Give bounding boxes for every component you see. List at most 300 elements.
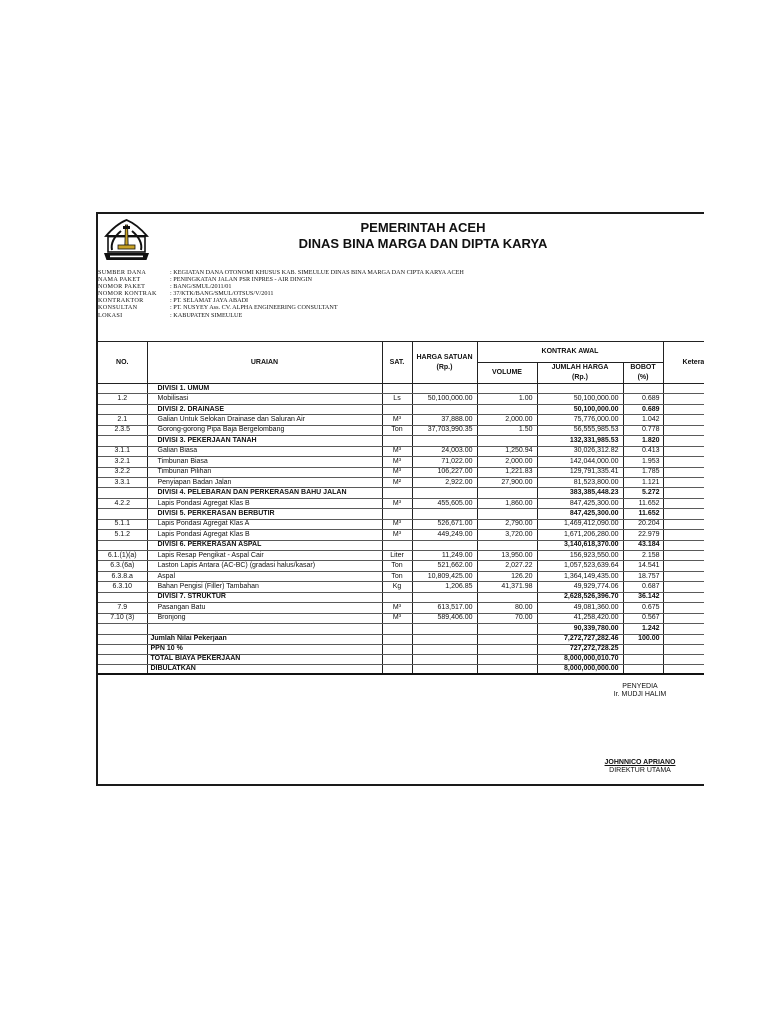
total-price: 41,258,420.00 bbox=[537, 613, 623, 623]
item-unit: M³ bbox=[382, 446, 412, 456]
item-volume: 27,900.00 bbox=[477, 477, 537, 487]
table-row bbox=[98, 457, 704, 467]
item-number bbox=[98, 540, 147, 550]
item-description: Mobilisasi bbox=[147, 394, 382, 404]
item-number: 3.2.2 bbox=[98, 467, 147, 477]
item-description: Aspal bbox=[147, 571, 382, 581]
unit-price bbox=[412, 488, 477, 498]
item-remarks bbox=[663, 613, 704, 623]
item-weight: 20.204 bbox=[623, 519, 663, 529]
table-row bbox=[98, 519, 704, 529]
item-description bbox=[147, 624, 382, 634]
item-remarks bbox=[663, 436, 704, 446]
item-number bbox=[98, 384, 147, 394]
item-weight: 2.158 bbox=[623, 551, 663, 561]
summary-total: 7,272,727,282.46 bbox=[537, 634, 623, 644]
item-unit: Kg bbox=[382, 582, 412, 592]
info-row bbox=[98, 283, 698, 290]
table-row bbox=[98, 603, 704, 613]
unit-price bbox=[412, 436, 477, 446]
division-row bbox=[98, 404, 704, 414]
item-description: Lapis Resap Pengikat - Aspal Cair bbox=[147, 551, 382, 561]
info-label: LOKASI bbox=[98, 311, 123, 319]
total-price: 1,057,523,639.64 bbox=[537, 561, 623, 571]
total-price: 1,671,206,280.00 bbox=[537, 530, 623, 540]
division-row bbox=[98, 592, 704, 602]
item-number: 5.1.1 bbox=[98, 519, 147, 529]
item-volume: 1.00 bbox=[477, 394, 537, 404]
item-unit bbox=[382, 384, 412, 394]
unit-price: 37,888.00 bbox=[412, 415, 477, 425]
total-price: 2,628,526,396.70 bbox=[537, 592, 623, 602]
item-volume bbox=[477, 540, 537, 550]
summary-unit-cell bbox=[382, 664, 412, 674]
item-description: Bahan Pengisi (Filler) Tambahan bbox=[147, 582, 382, 592]
item-description: Pasangan Batu bbox=[147, 603, 382, 613]
item-weight: 14.541 bbox=[623, 561, 663, 571]
item-description: Galian Biasa bbox=[147, 446, 382, 456]
item-remarks bbox=[663, 551, 704, 561]
summary-volume-cell bbox=[477, 664, 537, 674]
unit-price: 613,517.00 bbox=[412, 603, 477, 613]
table-row bbox=[98, 498, 704, 508]
item-weight bbox=[623, 384, 663, 394]
header-kontrak-awal bbox=[477, 342, 663, 363]
table-row bbox=[98, 613, 704, 623]
header-jumlah-harga bbox=[537, 363, 623, 384]
division-row bbox=[98, 488, 704, 498]
item-remarks bbox=[663, 603, 704, 613]
header-volume-label: VOLUME bbox=[492, 369, 522, 376]
item-remarks bbox=[663, 384, 704, 394]
item-unit: Ton bbox=[382, 571, 412, 581]
item-weight: 11.652 bbox=[623, 509, 663, 519]
item-remarks bbox=[663, 530, 704, 540]
item-volume: 1,860.00 bbox=[477, 498, 537, 508]
signature-representative: Ir. MUDJI HALIM bbox=[613, 691, 667, 698]
item-remarks bbox=[663, 488, 704, 498]
total-price: 129,791,335.41 bbox=[537, 467, 623, 477]
item-number: 6.3.(6a) bbox=[98, 561, 147, 571]
item-unit: M³ bbox=[382, 457, 412, 467]
info-value: : BANG/SMUL/2011/01 bbox=[170, 283, 232, 291]
item-description: Gorong-gorong Pipa Baja Bergelombang bbox=[147, 425, 382, 435]
item-number: 6.1.(1)(a) bbox=[98, 551, 147, 561]
item-remarks bbox=[663, 404, 704, 414]
item-remarks bbox=[663, 498, 704, 508]
title-government: PEMERINTAH ACEH bbox=[360, 220, 486, 235]
item-weight: 0.675 bbox=[623, 603, 663, 613]
item-weight: 1.953 bbox=[623, 457, 663, 467]
summary-price-cell bbox=[412, 634, 477, 644]
item-volume: 1,250.94 bbox=[477, 446, 537, 456]
info-row bbox=[98, 312, 698, 319]
summary-row bbox=[98, 664, 704, 674]
item-unit: M³ bbox=[382, 519, 412, 529]
item-weight: 1.820 bbox=[623, 436, 663, 446]
emblem-book bbox=[118, 245, 135, 249]
summary-row bbox=[98, 654, 704, 664]
item-number: 3.1.1 bbox=[98, 446, 147, 456]
item-weight: 0.689 bbox=[623, 394, 663, 404]
item-unit bbox=[382, 404, 412, 414]
total-price: 3,140,618,370.00 bbox=[537, 540, 623, 550]
item-remarks bbox=[663, 467, 704, 477]
item-unit bbox=[382, 540, 412, 550]
total-price: 56,555,985.53 bbox=[537, 425, 623, 435]
info-value: : KABUPATEN SIMEULUE bbox=[170, 311, 243, 319]
item-number bbox=[98, 592, 147, 602]
summary-row bbox=[98, 644, 704, 654]
summary-total: 8,000,000,000.00 bbox=[537, 664, 623, 674]
item-volume bbox=[477, 436, 537, 446]
summary-weight bbox=[623, 644, 663, 654]
summary-label: TOTAL BIAYA PEKERJAAN bbox=[147, 654, 382, 664]
info-value: : KEGIATAN DANA OTONOMI KHUSUS KAB. SIMEULUE DINAS BINA MARGA DAN CIPTA KARYA ACEH bbox=[170, 269, 464, 276]
table-body bbox=[98, 384, 704, 675]
division-row bbox=[98, 384, 704, 394]
header-row-top bbox=[98, 342, 704, 363]
total-price: 49,081,360.00 bbox=[537, 603, 623, 613]
total-price: 50,100,000.00 bbox=[537, 404, 623, 414]
document-page bbox=[96, 212, 704, 786]
cost-breakdown-table bbox=[98, 341, 704, 675]
header-bobot-label: BOBOT bbox=[630, 364, 656, 371]
project-info-block bbox=[98, 269, 698, 319]
table-row bbox=[98, 394, 704, 404]
division-row bbox=[98, 436, 704, 446]
item-weight: 0.413 bbox=[623, 446, 663, 456]
item-unit bbox=[382, 592, 412, 602]
table-row bbox=[98, 415, 704, 425]
summary-number-cell bbox=[98, 654, 147, 664]
header-kontrak-awal-label: KONTRAK AWAL bbox=[541, 348, 599, 355]
table-header bbox=[98, 342, 704, 384]
item-remarks bbox=[663, 519, 704, 529]
item-unit: M³ bbox=[382, 613, 412, 623]
item-description: Lapis Pondasi Agregat Klas B bbox=[147, 498, 382, 508]
item-volume: 1,221.83 bbox=[477, 467, 537, 477]
table-row bbox=[98, 467, 704, 477]
summary-total: 8,000,000,010.70 bbox=[537, 654, 623, 664]
info-label: NOMOR PAKET bbox=[98, 283, 146, 291]
info-row bbox=[98, 276, 698, 283]
item-description: DIVISI 6. PERKERASAN ASPAL bbox=[147, 540, 382, 550]
item-remarks bbox=[663, 415, 704, 425]
item-remarks bbox=[663, 540, 704, 550]
header-keterangan bbox=[663, 342, 704, 384]
item-unit: Ls bbox=[382, 394, 412, 404]
summary-volume-cell bbox=[477, 654, 537, 664]
item-remarks bbox=[663, 561, 704, 571]
item-unit: M³ bbox=[382, 498, 412, 508]
item-description: DIVISI 1. UMUM bbox=[147, 384, 382, 394]
item-volume: 80.00 bbox=[477, 603, 537, 613]
item-volume: 1.50 bbox=[477, 425, 537, 435]
item-volume: 126.20 bbox=[477, 571, 537, 581]
info-value: : 37/KTK/BANG/SMUL/OTSUS/V/2011 bbox=[170, 290, 274, 298]
unit-price bbox=[412, 509, 477, 519]
item-description: Laston Lapis Antara (AC-BC) (gradasi halus/kasar) bbox=[147, 561, 382, 571]
header-no bbox=[98, 342, 147, 384]
item-weight: 1.785 bbox=[623, 467, 663, 477]
summary-number-cell bbox=[98, 634, 147, 644]
signatory-name: JOHNNICO APRIANO bbox=[604, 759, 676, 766]
info-value: : PENINGKATAN JALAN PSR INPRES - AIR DINGIN bbox=[170, 276, 312, 284]
total-price: 847,425,300.00 bbox=[537, 498, 623, 508]
item-weight: 0.689 bbox=[623, 404, 663, 414]
item-volume bbox=[477, 509, 537, 519]
aceh-emblem-logo bbox=[103, 218, 150, 262]
item-unit bbox=[382, 509, 412, 519]
item-number bbox=[98, 624, 147, 634]
item-remarks bbox=[663, 446, 704, 456]
item-number bbox=[98, 436, 147, 446]
unit-price: 449,249.00 bbox=[412, 530, 477, 540]
subtotal-row bbox=[98, 624, 704, 634]
table-row bbox=[98, 582, 704, 592]
item-remarks bbox=[663, 592, 704, 602]
summary-price-cell bbox=[412, 644, 477, 654]
header-harga-satuan bbox=[412, 342, 477, 384]
unit-price: 1,206.85 bbox=[412, 582, 477, 592]
item-description: DIVISI 4. PELEBARAN DAN PERKERASAN BAHU JALAN bbox=[147, 488, 382, 498]
item-remarks bbox=[663, 571, 704, 581]
unit-price: 455,605.00 bbox=[412, 498, 477, 508]
summary-row bbox=[98, 634, 704, 644]
summary-total: 727,272,728.25 bbox=[537, 644, 623, 654]
item-volume: 13,950.00 bbox=[477, 551, 537, 561]
info-label: KONSULTAN bbox=[98, 304, 138, 312]
unit-price: 589,406.00 bbox=[412, 613, 477, 623]
item-volume bbox=[477, 384, 537, 394]
summary-remarks bbox=[663, 654, 704, 664]
item-weight: 22.979 bbox=[623, 530, 663, 540]
summary-price-cell bbox=[412, 654, 477, 664]
item-unit: M³ bbox=[382, 415, 412, 425]
item-number bbox=[98, 404, 147, 414]
item-number: 3.3.1 bbox=[98, 477, 147, 487]
header-sat bbox=[382, 342, 412, 384]
total-price: 847,425,300.00 bbox=[537, 509, 623, 519]
item-number bbox=[98, 488, 147, 498]
header-sat-label: SAT. bbox=[389, 358, 405, 366]
header-volume bbox=[477, 363, 537, 384]
unit-price bbox=[412, 384, 477, 394]
item-volume: 2,790.00 bbox=[477, 519, 537, 529]
item-unit: M³ bbox=[382, 467, 412, 477]
item-remarks bbox=[663, 624, 704, 634]
header-uraian-label: URAIAN bbox=[250, 358, 279, 366]
item-description: Penyiapan Badan Jalan bbox=[147, 477, 382, 487]
summary-unit-cell bbox=[382, 634, 412, 644]
header-bobot bbox=[623, 363, 663, 384]
total-price: 383,385,448.23 bbox=[537, 488, 623, 498]
summary-weight: 100.00 bbox=[623, 634, 663, 644]
item-unit: M³ bbox=[382, 530, 412, 540]
table-row bbox=[98, 551, 704, 561]
summary-unit-cell bbox=[382, 644, 412, 654]
item-unit bbox=[382, 436, 412, 446]
total-price: 75,776,000.00 bbox=[537, 415, 623, 425]
table-row bbox=[98, 446, 704, 456]
item-weight: 1.242 bbox=[623, 624, 663, 634]
unit-price bbox=[412, 404, 477, 414]
info-label: NOMOR KONTRAK bbox=[98, 290, 157, 298]
header-bobot-unit: (%) bbox=[637, 374, 649, 381]
item-unit: Ton bbox=[382, 425, 412, 435]
unit-price: 526,671.00 bbox=[412, 519, 477, 529]
item-number: 6.3.10 bbox=[98, 582, 147, 592]
header-harga-satuan-unit: (Rp.) bbox=[436, 363, 453, 371]
signatory-position: DIREKTUR UTAMA bbox=[609, 767, 671, 774]
item-weight: 0.687 bbox=[623, 582, 663, 592]
item-unit: Ton bbox=[382, 561, 412, 571]
document-title bbox=[223, 220, 623, 252]
unit-price: 11,249.00 bbox=[412, 551, 477, 561]
item-number: 6.3.8.a bbox=[98, 571, 147, 581]
item-description: DIVISI 7. STRUKTUR bbox=[147, 592, 382, 602]
total-price: 1,469,412,090.00 bbox=[537, 519, 623, 529]
unit-price bbox=[412, 624, 477, 634]
header-keterangan-label: Ketera bbox=[682, 358, 704, 366]
header-jumlah-harga-unit: (Rp.) bbox=[572, 374, 588, 381]
summary-volume-cell bbox=[477, 644, 537, 654]
item-volume bbox=[477, 404, 537, 414]
total-price: 30,026,312.82 bbox=[537, 446, 623, 456]
item-weight: 36.142 bbox=[623, 592, 663, 602]
item-weight: 1.121 bbox=[623, 477, 663, 487]
info-label: KONTRAKTOR bbox=[98, 297, 144, 305]
unit-price: 50,100,000.00 bbox=[412, 394, 477, 404]
item-number: 7.9 bbox=[98, 603, 147, 613]
item-description: Timbunan Biasa bbox=[147, 457, 382, 467]
summary-number-cell bbox=[98, 644, 147, 654]
signature-role: PENYEDIA bbox=[622, 683, 658, 690]
info-value: : PT. NUSYEY Ass. CV. ALPHA ENGINEERING CONSULTANT bbox=[170, 304, 338, 312]
item-number bbox=[98, 509, 147, 519]
item-number: 3.2.1 bbox=[98, 457, 147, 467]
summary-remarks bbox=[663, 664, 704, 674]
info-row bbox=[98, 290, 698, 297]
item-description: DIVISI 3. PEKERJAAN TANAH bbox=[147, 436, 382, 446]
header-harga-satuan-label: HARGA SATUAN bbox=[416, 353, 473, 361]
item-unit: M³ bbox=[382, 603, 412, 613]
summary-remarks bbox=[663, 644, 704, 654]
total-price: 49,929,774.06 bbox=[537, 582, 623, 592]
item-volume bbox=[477, 488, 537, 498]
item-number: 1.2 bbox=[98, 394, 147, 404]
item-description: Lapis Pondasi Agregat Klas B bbox=[147, 530, 382, 540]
item-remarks bbox=[663, 477, 704, 487]
item-number: 2.3.5 bbox=[98, 425, 147, 435]
summary-number-cell bbox=[98, 664, 147, 674]
emblem-ribbon-band bbox=[110, 256, 143, 258]
summary-weight bbox=[623, 664, 663, 674]
item-unit bbox=[382, 624, 412, 634]
item-description: Bronjong bbox=[147, 613, 382, 623]
total-price: 50,100,000.00 bbox=[537, 394, 623, 404]
item-remarks bbox=[663, 509, 704, 519]
table-row bbox=[98, 571, 704, 581]
unit-price bbox=[412, 592, 477, 602]
header-uraian bbox=[147, 342, 382, 384]
total-price: 1,364,149,435.00 bbox=[537, 571, 623, 581]
summary-remarks bbox=[663, 634, 704, 644]
item-volume bbox=[477, 592, 537, 602]
item-volume: 2,027.22 bbox=[477, 561, 537, 571]
header-jumlah-harga-label: JUMLAH HARGA bbox=[551, 364, 609, 371]
total-price: 132,331,985.53 bbox=[537, 436, 623, 446]
info-row bbox=[98, 304, 698, 311]
item-remarks bbox=[663, 394, 704, 404]
item-volume: 70.00 bbox=[477, 613, 537, 623]
unit-price: 106,227.00 bbox=[412, 467, 477, 477]
total-price: 156,923,550.00 bbox=[537, 551, 623, 561]
title-agency: DINAS BINA MARGA DAN DIPTA KARYA bbox=[298, 236, 548, 251]
item-weight: 18.757 bbox=[623, 571, 663, 581]
item-volume bbox=[477, 624, 537, 634]
item-weight: 5.272 bbox=[623, 488, 663, 498]
table-row bbox=[98, 530, 704, 540]
unit-price bbox=[412, 540, 477, 550]
item-unit: M² bbox=[382, 477, 412, 487]
item-number: 2.1 bbox=[98, 415, 147, 425]
item-remarks bbox=[663, 457, 704, 467]
item-unit: Liter bbox=[382, 551, 412, 561]
item-remarks bbox=[663, 582, 704, 592]
table-row bbox=[98, 425, 704, 435]
item-volume: 3,720.00 bbox=[477, 530, 537, 540]
item-remarks bbox=[663, 425, 704, 435]
summary-label: PPN 10 % bbox=[147, 644, 382, 654]
unit-price: 71,022.00 bbox=[412, 457, 477, 467]
unit-price: 521,662.00 bbox=[412, 561, 477, 571]
unit-price: 24,003.00 bbox=[412, 446, 477, 456]
item-description: Lapis Pondasi Agregat Klas A bbox=[147, 519, 382, 529]
item-number: 5.1.2 bbox=[98, 530, 147, 540]
summary-label: DIBULATKAN bbox=[147, 664, 382, 674]
total-price: 90,339,780.00 bbox=[537, 624, 623, 634]
table-row bbox=[98, 477, 704, 487]
summary-weight bbox=[623, 654, 663, 664]
unit-price: 10,809,425.00 bbox=[412, 571, 477, 581]
info-value: : PT. SELAMAT JAYA ABADI bbox=[170, 297, 249, 305]
unit-price: 37,703,990.35 bbox=[412, 425, 477, 435]
summary-volume-cell bbox=[477, 634, 537, 644]
item-volume: 2,000.00 bbox=[477, 415, 537, 425]
item-unit bbox=[382, 488, 412, 498]
item-description: DIVISI 5. PERKERASAN BERBUTIR bbox=[147, 509, 382, 519]
item-weight: 1.042 bbox=[623, 415, 663, 425]
item-weight: 43.184 bbox=[623, 540, 663, 550]
item-volume: 41,371.98 bbox=[477, 582, 537, 592]
emblem-rencong-hilt bbox=[123, 226, 130, 229]
total-price: 81,523,800.00 bbox=[537, 477, 623, 487]
total-price bbox=[537, 384, 623, 394]
info-row bbox=[98, 269, 698, 276]
info-row bbox=[98, 297, 698, 304]
item-weight: 0.567 bbox=[623, 613, 663, 623]
division-row bbox=[98, 540, 704, 550]
division-row bbox=[98, 509, 704, 519]
item-description: DIVISI 2. DRAINASE bbox=[147, 404, 382, 414]
unit-price: 2,922.00 bbox=[412, 477, 477, 487]
item-description: Timbunan Pilihan bbox=[147, 467, 382, 477]
table-row bbox=[98, 561, 704, 571]
item-weight: 0.778 bbox=[623, 425, 663, 435]
info-label: SUMBER DANA bbox=[98, 269, 147, 276]
